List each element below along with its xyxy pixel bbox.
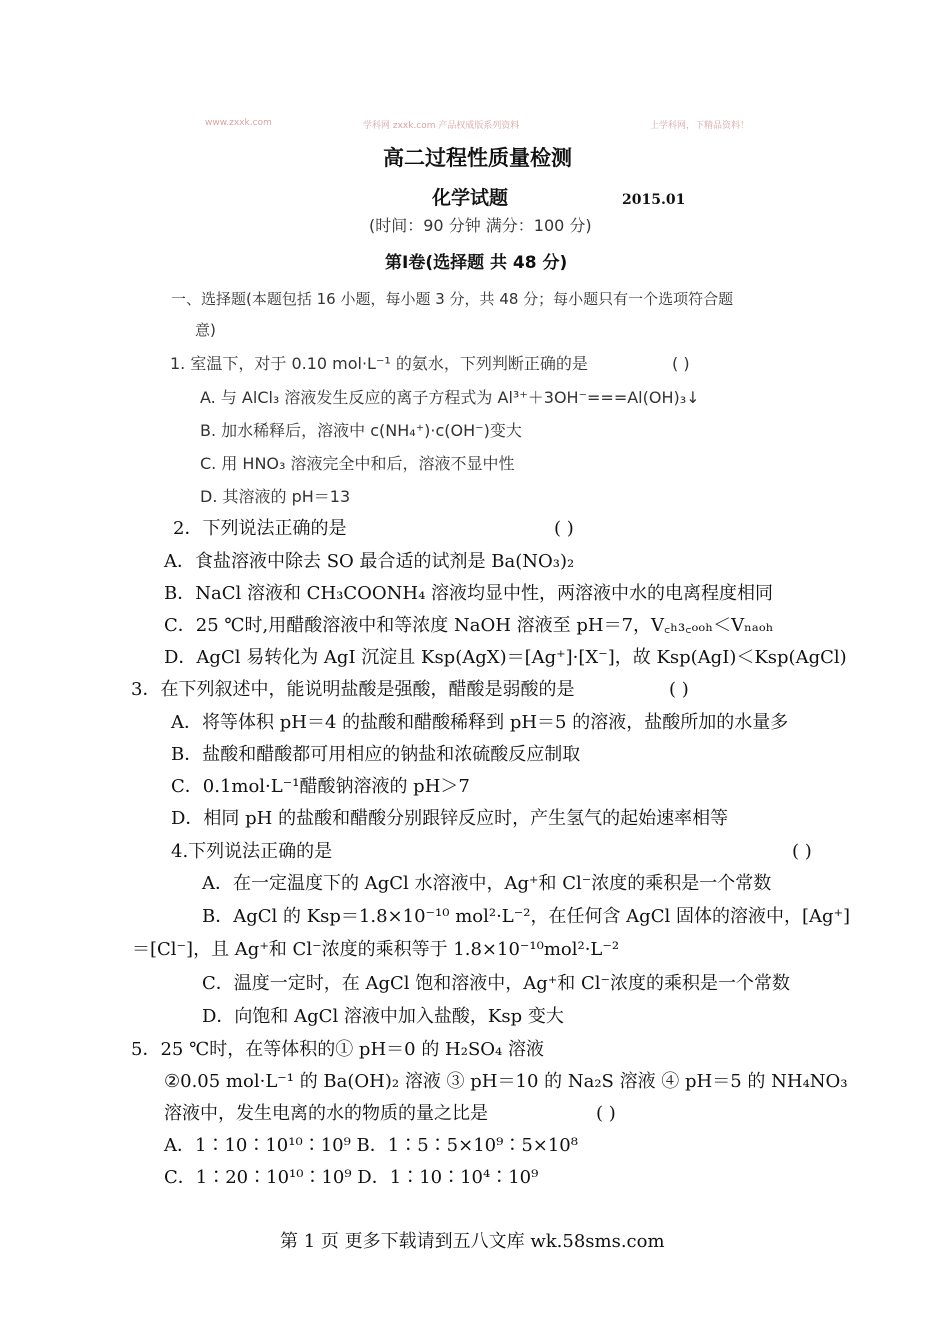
exam-date: 2015.01 — [622, 192, 686, 208]
q2-bracket: ( ) — [554, 518, 574, 539]
q3-option-a: A．将等体积 pH＝4 的盐酸和醋酸稀释到 pH＝5 的溶液，盐酸所加的水量多 — [171, 712, 789, 733]
q4-option-c: C．温度一定时，在 AgCl 饱和溶液中，Ag⁺和 Cl⁻浓度的乘积是一个常数 — [202, 973, 791, 994]
section-title: 第Ⅰ卷(选择题 共 48 分) — [385, 253, 568, 273]
page-footer: 第 1 页 更多下载请到五八文库 wk.58sms.com — [280, 1231, 665, 1252]
q5-options-cd: C．1∶20∶10¹⁰∶10⁹ D．1∶10∶10⁴∶10⁹ — [164, 1167, 539, 1188]
q5-stem-line-3: 溶液中，发生电离的水的物质的量之比是 — [164, 1103, 488, 1124]
q2-option-b: B．NaCl 溶液和 CH₃COONH₄ 溶液均显中性，两溶液中水的电离程度相同 — [164, 583, 774, 604]
q1-option-c: C. 用 HNO₃ 溶液完全中和后，溶液不显中性 — [200, 454, 515, 473]
q4-option-b-line-2: ＝[Cl⁻]，且 Ag⁺和 Cl⁻浓度的乘积等于 1.8×10⁻¹⁰mol²·L⁻² — [132, 939, 620, 960]
watermark-right: 上学科网，下精品资料！ — [650, 121, 750, 131]
q5-options-ab: A．1∶10∶10¹⁰∶10⁹ B．1∶5∶5×10⁹∶5×10⁸ — [164, 1135, 578, 1156]
q3-bracket: ( ) — [669, 679, 689, 700]
q3-stem: 3．在下列叙述中，能说明盐酸是强酸，醋酸是弱酸的是 — [131, 679, 575, 700]
q2-stem: 2．下列说法正确的是 — [173, 518, 347, 539]
q2-option-d: D．AgCl 易转化为 AgI 沉淀且 Ksp(AgX)＝[Ag⁺]·[X⁻]，故 Ksp(AgI)＜Ksp(AgCl) — [164, 647, 847, 668]
time-info: (时间：90 分钟 满分：100 分) — [369, 216, 592, 235]
q3-option-c: C．0.1mol·L⁻¹醋酸钠溶液的 pH＞7 — [171, 776, 470, 797]
q1-stem: 1. 室温下，对于 0.10 mol·L⁻¹ 的氨水，下列判断正确的是 — [170, 354, 588, 373]
q3-option-d: D．相同 pH 的盐酸和醋酸分别跟锌反应时，产生氢气的起始速率相等 — [171, 808, 729, 829]
q2-option-a: A．食盐溶液中除去 SO 最合适的试剂是 Ba(NO₃)₂ — [164, 551, 575, 572]
watermark-left: www.zxxk.com — [205, 118, 272, 128]
q1-option-d: D. 其溶液的 pH＝13 — [200, 487, 351, 506]
q5-stem-line-1: 5．25 ℃时，在等体积的① pH＝0 的 H₂SO₄ 溶液 — [131, 1039, 544, 1060]
exam-title: 高二过程性质量检测 — [383, 146, 572, 170]
q4-option-d: D．向饱和 AgCl 溶液中加入盐酸，Ksp 变大 — [202, 1006, 564, 1027]
q4-option-b-line-1: B．AgCl 的 Ksp＝1.8×10⁻¹⁰ mol²·L⁻²，在任何含 AgCl 固体的溶液中，[Ag⁺] — [202, 906, 851, 927]
q4-stem: 4.下列说法正确的是 — [171, 841, 333, 862]
q1-bracket: ( ) — [672, 354, 690, 373]
subject-title: 化学试题 — [432, 187, 509, 209]
q5-stem-line-2: ②0.05 mol·L⁻¹ 的 Ba(OH)₂ 溶液 ③ pH＝10 的 Na₂S 溶液 ④ pH＝5 的 NH₄NO₃ — [164, 1071, 848, 1092]
q1-option-a: A. 与 AlCl₃ 溶液发生反应的离子方程式为 Al³⁺＋3OH⁻===Al(OH)₃↓ — [200, 388, 700, 407]
q5-bracket: ( ) — [596, 1103, 616, 1124]
q2-option-c: C．25 ℃时,用醋酸溶液中和等浓度 NaOH 溶液至 pH＝7，V꜀ₕ₃꜀ₒₒₕ＜Vₙₐₒₕ — [164, 615, 774, 636]
q3-option-b: B．盐酸和醋酸都可用相应的钠盐和浓硫酸反应制取 — [171, 744, 581, 765]
q4-bracket: ( ) — [792, 841, 812, 862]
instructions-line-1: 一、选择题(本题包括 16 小题，每小题 3 分，共 48 分；每小题只有一个选项符合题 — [171, 290, 734, 308]
q1-option-b: B. 加水稀释后，溶液中 c(NH₄⁺)·c(OH⁻)变大 — [200, 421, 522, 440]
instructions-line-2: 意) — [195, 321, 216, 339]
q4-option-a: A．在一定温度下的 AgCl 水溶液中，Ag⁺和 Cl⁻浓度的乘积是一个常数 — [202, 873, 772, 894]
watermark-center: 学科网 zxxk.com 产品权威版系列资料 — [363, 121, 520, 131]
